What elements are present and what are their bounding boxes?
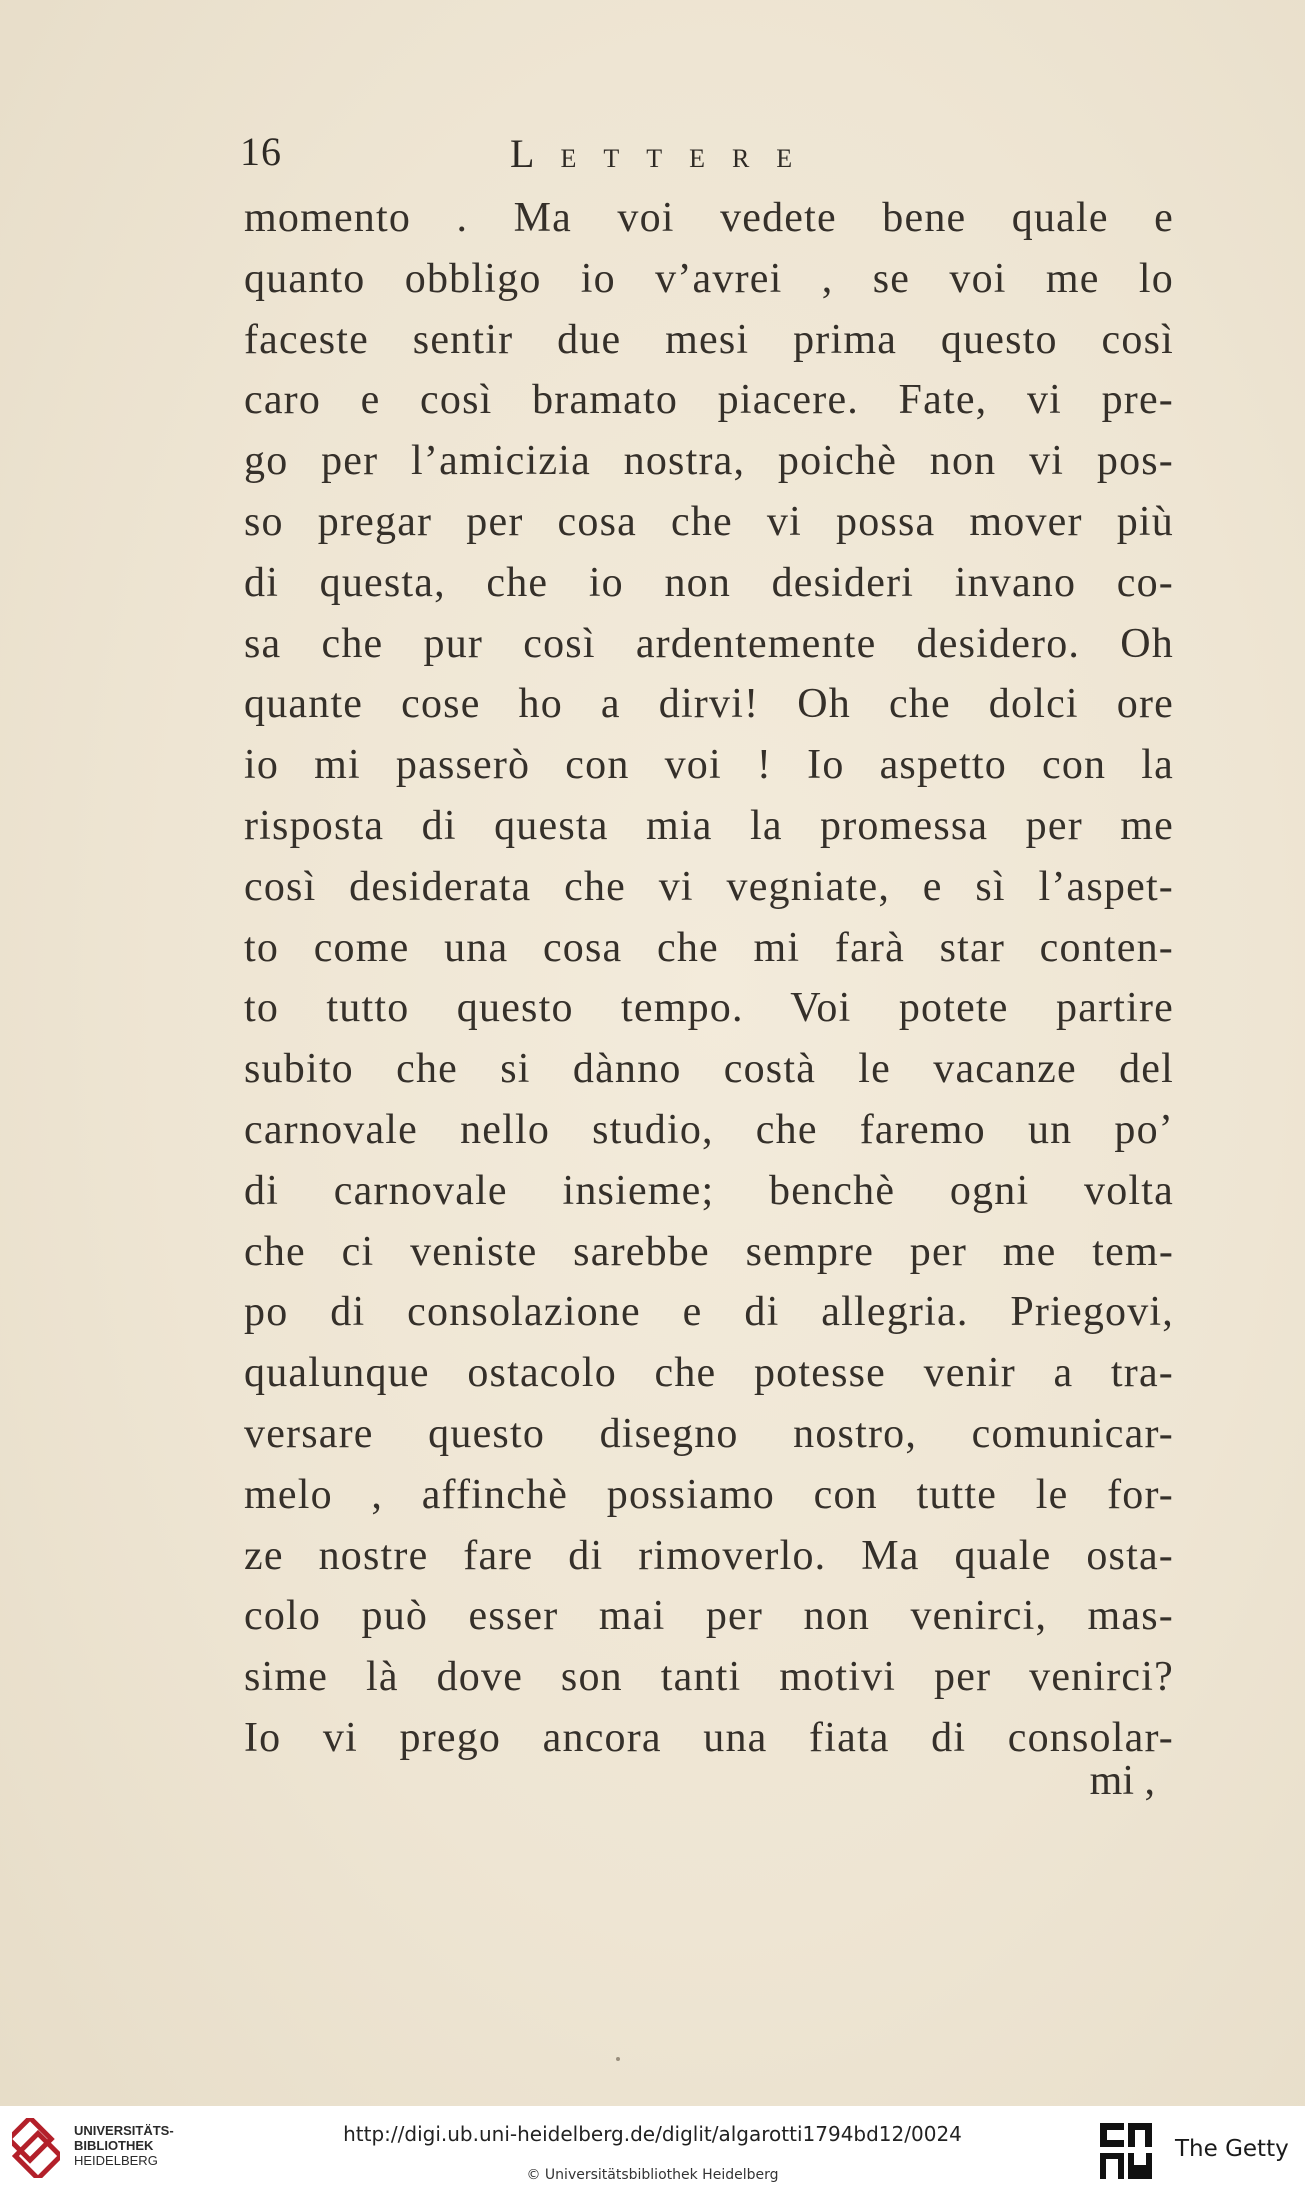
text-line: colo può esser mai per non venirci, mas- (244, 1593, 1174, 1640)
text-line: so pregar per cosa che vi possa mover più (244, 498, 1174, 545)
text-line: di questa, che io non desideri invano co- (244, 559, 1174, 606)
paper-speck (616, 2057, 620, 2061)
text-line: risposta di questa mia la promessa per me (244, 802, 1174, 849)
letter-text-body (244, 188, 1174, 1769)
text-line: qualunque ostacolo che potesse venir a tra- (244, 1350, 1174, 1397)
text-line: to tutto questo tempo. Voi potete partire (244, 985, 1174, 1032)
text-line: melo , affinchè possiamo con tutte le for- (244, 1471, 1174, 1518)
text-line: carnovale nello studio, che faremo un po’ (244, 1106, 1174, 1153)
library-name-line: HEIDELBERG (74, 2153, 158, 2168)
text-line: quanto obbligo io v’avrei , se voi me lo (244, 255, 1174, 302)
page-header (240, 128, 1160, 188)
running-head-initial: L (510, 131, 561, 176)
viewer-footer (0, 2106, 1305, 2199)
text-line: io mi passerò con voi ! Io aspetto con la (244, 742, 1174, 789)
text-line: sa che pur così ardentemente desidero. Oh (244, 620, 1174, 667)
text-line: momento . Ma voi vedete bene quale e (244, 195, 1174, 241)
getty-name: The Getty (1175, 2136, 1289, 2162)
text-line: versare questo disegno nostro, comunicar- (244, 1410, 1174, 1457)
running-head-rest: ETTERE (560, 144, 820, 173)
page-number: 16 (240, 129, 282, 174)
text-line: di carnovale insieme; benchè ogni volta (244, 1167, 1174, 1214)
text-line: subito che si dànno costà le vacanze del (244, 1046, 1174, 1093)
library-name-line: BIBLIOTHEK (74, 2138, 154, 2153)
text-line: go per l’amicizia nostra, poichè non vi pos- (244, 438, 1174, 485)
catchword: mi , (1089, 1758, 1155, 1804)
library-name-line: UNIVERSITÄTS- (74, 2123, 174, 2138)
running-head (510, 130, 819, 177)
text-line: to come una cosa che mi farà star conten- (244, 924, 1174, 971)
text-line: Io vi prego ancora una fiata di consolar- (244, 1714, 1174, 1761)
getty-logo-icon (1098, 2121, 1154, 2181)
copyright-notice: © Universitätsbibliothek Heidelberg (526, 2167, 779, 2183)
text-line: sime là dove son tanti motivi per venirci? (244, 1654, 1174, 1701)
text-line: ze nostre fare di rimoverlo. Ma quale osta- (244, 1532, 1174, 1579)
text-line: po di consolazione e di allegria. Priegovi, (244, 1289, 1174, 1336)
text-line: che ci veniste sarebbe sempre per me tem- (244, 1228, 1174, 1275)
text-line: caro e così bramato piacere. Fate, vi pre- (244, 377, 1174, 424)
permalink-url[interactable]: http://digi.ub.uni-heidelberg.de/diglit/algarotti1794bd12/0024 (343, 2122, 962, 2146)
text-line: faceste sentir due mesi prima questo così (244, 316, 1174, 363)
text-line: così desiderata che vi vegniate, e sì l’aspet- (244, 863, 1174, 910)
text-line: quante cose ho a dirvi! Oh che dolci ore (244, 681, 1174, 728)
